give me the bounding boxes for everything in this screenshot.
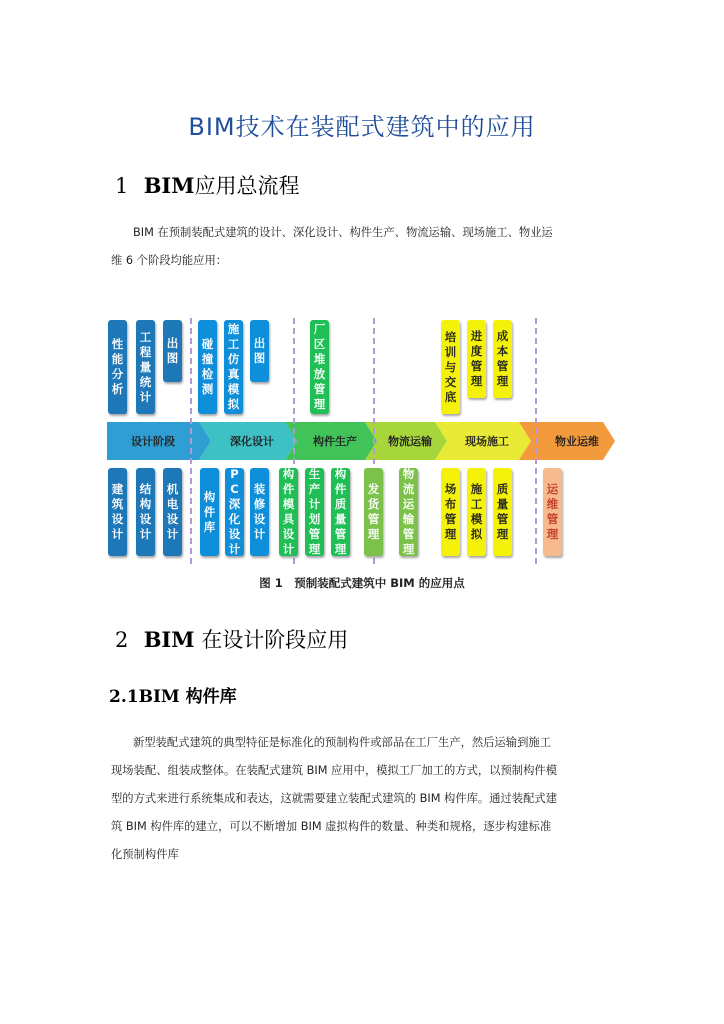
stage-separator (535, 318, 537, 564)
stage-label: 现场施工 (465, 435, 509, 448)
stage-separator (190, 318, 192, 564)
application-point-box: 施 工 模 拟 (467, 468, 486, 556)
bim-application-diagram (107, 318, 615, 564)
component-library-paragraph (111, 729, 616, 869)
application-point-box: 性 能 分 析 (108, 320, 127, 414)
application-point-box: 发 货 管 理 (364, 468, 383, 556)
stage-label: 设计阶段 (131, 435, 175, 448)
application-point-box: 出 图 (163, 320, 182, 382)
figure-caption: 图 1 预制装配式建筑中 BIM 的应用点 (259, 576, 465, 590)
application-point-box: 结 构 设 计 (136, 468, 155, 556)
section-1-number: 1 (115, 174, 129, 198)
application-point-box: 碰 撞 检 测 (198, 320, 217, 414)
section-1-bim: BIM (143, 173, 195, 198)
stage-label: 物流运输 (388, 435, 432, 448)
application-point-box: 质 量 管 理 (493, 468, 512, 556)
application-point-box: 构 件 模 具 设 计 (279, 468, 298, 556)
application-point-box: 运 维 管 理 (543, 468, 562, 556)
application-point-box: 构 件 质 量 管 理 (331, 468, 350, 556)
application-point-box: P C 深 化 设 计 (225, 468, 244, 556)
application-point-box: 成 本 管 理 (493, 320, 512, 398)
paragraph-line: 型的方式来进行系统集成和表达，这就需要建立装配式建筑的 BIM 构件库。通过装配式建 (111, 792, 557, 805)
application-point-box: 机 电 设 计 (163, 468, 182, 556)
section-1-text: 应用总流程 (194, 174, 300, 198)
paragraph-line: BIM 在预制装配式建筑的设计、深化设计、构件生产、物流运输、现场施工、物业运 (133, 226, 553, 239)
stage-label: 物业运维 (555, 435, 599, 448)
section-2-1-heading: 2.1BIM 构件库 (109, 687, 237, 707)
stage-label: 构件生产 (313, 435, 357, 448)
intro-paragraph (111, 219, 616, 275)
section-2-text: 在设计阶段应用 (201, 628, 349, 652)
stage-label: 深化设计 (230, 435, 274, 448)
application-point-box: 工 程 量 统 计 (136, 320, 155, 414)
paragraph-line: 维 6 个阶段均能应用： (111, 254, 228, 267)
application-point-box: 培 训 与 交 底 (441, 320, 460, 414)
application-point-box: 进 度 管 理 (467, 320, 486, 398)
application-point-box: 生 产 计 划 管 理 (305, 468, 324, 556)
application-point-box: 场 布 管 理 (441, 468, 460, 556)
application-point-box: 出 图 (250, 320, 269, 382)
application-point-box: 物 流 运 输 管 理 (399, 468, 418, 556)
application-point-box: 建 筑 设 计 (108, 468, 127, 556)
paragraph-line: 化预制构件库 (111, 848, 179, 861)
section-2-number: 2 (115, 628, 129, 652)
section-2-bim: BIM (143, 627, 195, 652)
application-point-box: 厂 区 堆 放 管 理 (310, 320, 329, 414)
paragraph-line: 现场装配、组装成整体。在装配式建筑 BIM 应用中，模拟工厂加工的方式，以预制构件模 (111, 764, 557, 777)
application-point-box: 装 修 设 计 (250, 468, 269, 556)
application-point-box: 构 件 库 (200, 468, 219, 556)
paragraph-line: 筑 BIM 构件库的建立，可以不断增加 BIM 虚拟构件的数量、种类和规格，逐步构建标准 (111, 820, 552, 833)
section-1-heading (115, 170, 300, 200)
document-title: BIM技术在装配式建筑中的应用 (188, 113, 536, 141)
application-point-box: 施 工 仿 真 模 拟 (224, 320, 243, 414)
section-2-heading (115, 624, 348, 654)
paragraph-line: 新型装配式建筑的典型特征是标准化的预制构件或部品在工厂生产，然后运输到施工 (133, 736, 551, 749)
